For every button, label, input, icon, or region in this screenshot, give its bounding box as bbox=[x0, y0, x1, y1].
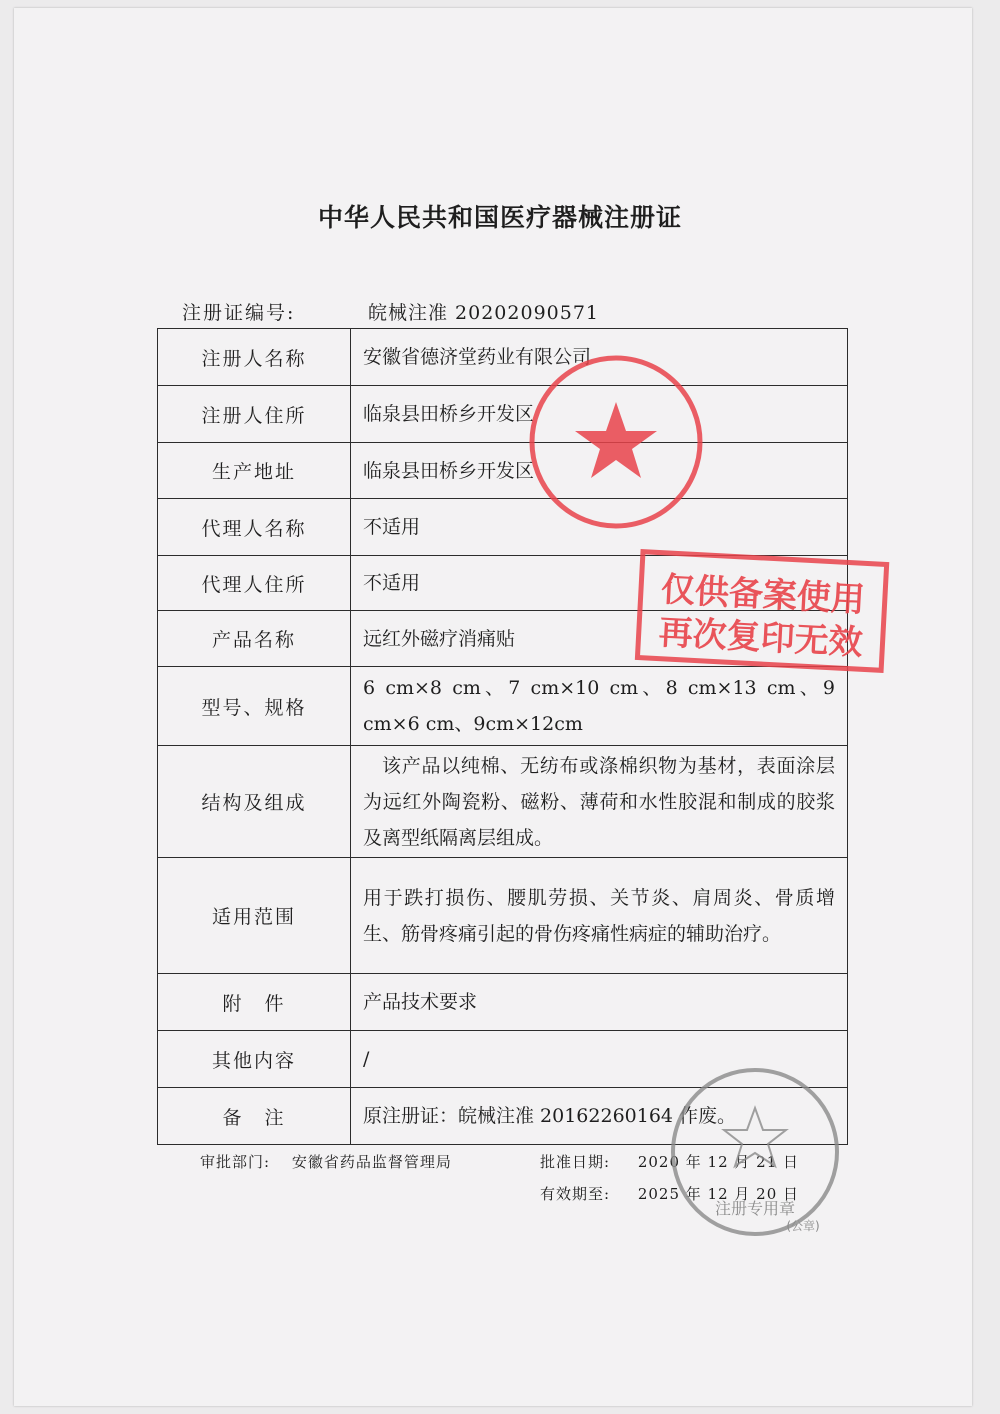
document-title: 中华人民共和国医疗器械注册证 bbox=[317, 203, 682, 232]
table-row bbox=[158, 499, 848, 556]
row-label: 注册人住所 bbox=[158, 386, 351, 443]
row-value: / bbox=[351, 1031, 848, 1088]
table-row bbox=[158, 1031, 848, 1088]
table-row bbox=[158, 974, 848, 1031]
row-value: 该产品以纯棉、无纺布或涤棉织物为基材，表面涂层为远红外陶瓷粉、磁粉、薄荷和水性胶混和制成的胶浆及离型纸隔离层组成。 bbox=[351, 746, 848, 858]
table-row bbox=[158, 746, 848, 858]
row-value: 用于跌打损伤、腰肌劳损、关节炎、肩周炎、骨质增生、筋骨疼痛引起的骨伤疼痛性病症的辅助治疗。 bbox=[351, 858, 848, 974]
filing-stamp-line2: 再次复印无效 bbox=[657, 612, 864, 664]
row-label: 型号、规格 bbox=[158, 667, 351, 746]
row-label: 其他内容 bbox=[158, 1031, 351, 1088]
cert-number bbox=[182, 298, 600, 325]
filing-stamp-line1: 仅供备案使用 bbox=[659, 569, 866, 621]
approval-dept-value: 安徽省药品监督管理局 bbox=[291, 1153, 452, 1171]
approval-dept bbox=[200, 1151, 452, 1172]
authority-seal-note: (公章) bbox=[786, 1219, 820, 1233]
table-row bbox=[158, 1088, 848, 1145]
expiry-date bbox=[540, 1183, 799, 1204]
row-label: 适用范围 bbox=[158, 858, 351, 974]
row-value: 安徽省德济堂药业有限公司 bbox=[351, 329, 848, 386]
row-value: 临泉县田桥乡开发区 bbox=[351, 386, 848, 443]
approval-dept-label: 审批部门: bbox=[200, 1153, 271, 1171]
approval-date-label: 批准日期: bbox=[540, 1153, 611, 1171]
row-label: 生产地址 bbox=[158, 443, 351, 499]
cert-number-label: 注册证编号: bbox=[182, 302, 296, 324]
row-value: 产品技术要求 bbox=[351, 974, 848, 1031]
row-value: 6 cm×8 cm、7 cm×10 cm、8 cm×13 cm、9 cm×6 cm、9cm×12cm bbox=[351, 667, 848, 746]
row-label: 代理人住所 bbox=[158, 556, 351, 611]
row-label: 结构及组成 bbox=[158, 746, 351, 858]
row-value: 临泉县田桥乡开发区 bbox=[351, 443, 848, 499]
row-value: 远红外磁疗消痛贴 bbox=[351, 611, 848, 667]
row-label: 注册人名称 bbox=[158, 329, 351, 386]
table-row bbox=[158, 386, 848, 443]
cert-number-value: 皖械注准 20202090571 bbox=[368, 302, 600, 324]
row-value: 不适用 bbox=[351, 556, 848, 611]
table-row bbox=[158, 858, 848, 974]
table-row bbox=[158, 667, 848, 746]
row-label: 代理人名称 bbox=[158, 499, 351, 556]
expiry-date-value: 2025 年 12 月 20 日 bbox=[637, 1185, 800, 1203]
approval-date bbox=[540, 1151, 799, 1172]
table-row bbox=[158, 329, 848, 386]
authority-seal-sub: 注册专用章 bbox=[714, 1199, 796, 1218]
table-row bbox=[158, 443, 848, 499]
table-row bbox=[158, 611, 848, 667]
row-label: 产品名称 bbox=[158, 611, 351, 667]
row-label: 备 注 bbox=[158, 1088, 351, 1145]
approval-date-value: 2020 年 12 月 21 日 bbox=[637, 1153, 800, 1171]
row-value: 不适用 bbox=[351, 499, 848, 556]
row-label: 附 件 bbox=[158, 974, 351, 1031]
row-value: 原注册证：皖械注准 20162260164 作废。 bbox=[351, 1088, 848, 1145]
registration-table bbox=[157, 328, 848, 1145]
expiry-date-label: 有效期至: bbox=[540, 1185, 611, 1203]
table-row bbox=[158, 556, 848, 611]
